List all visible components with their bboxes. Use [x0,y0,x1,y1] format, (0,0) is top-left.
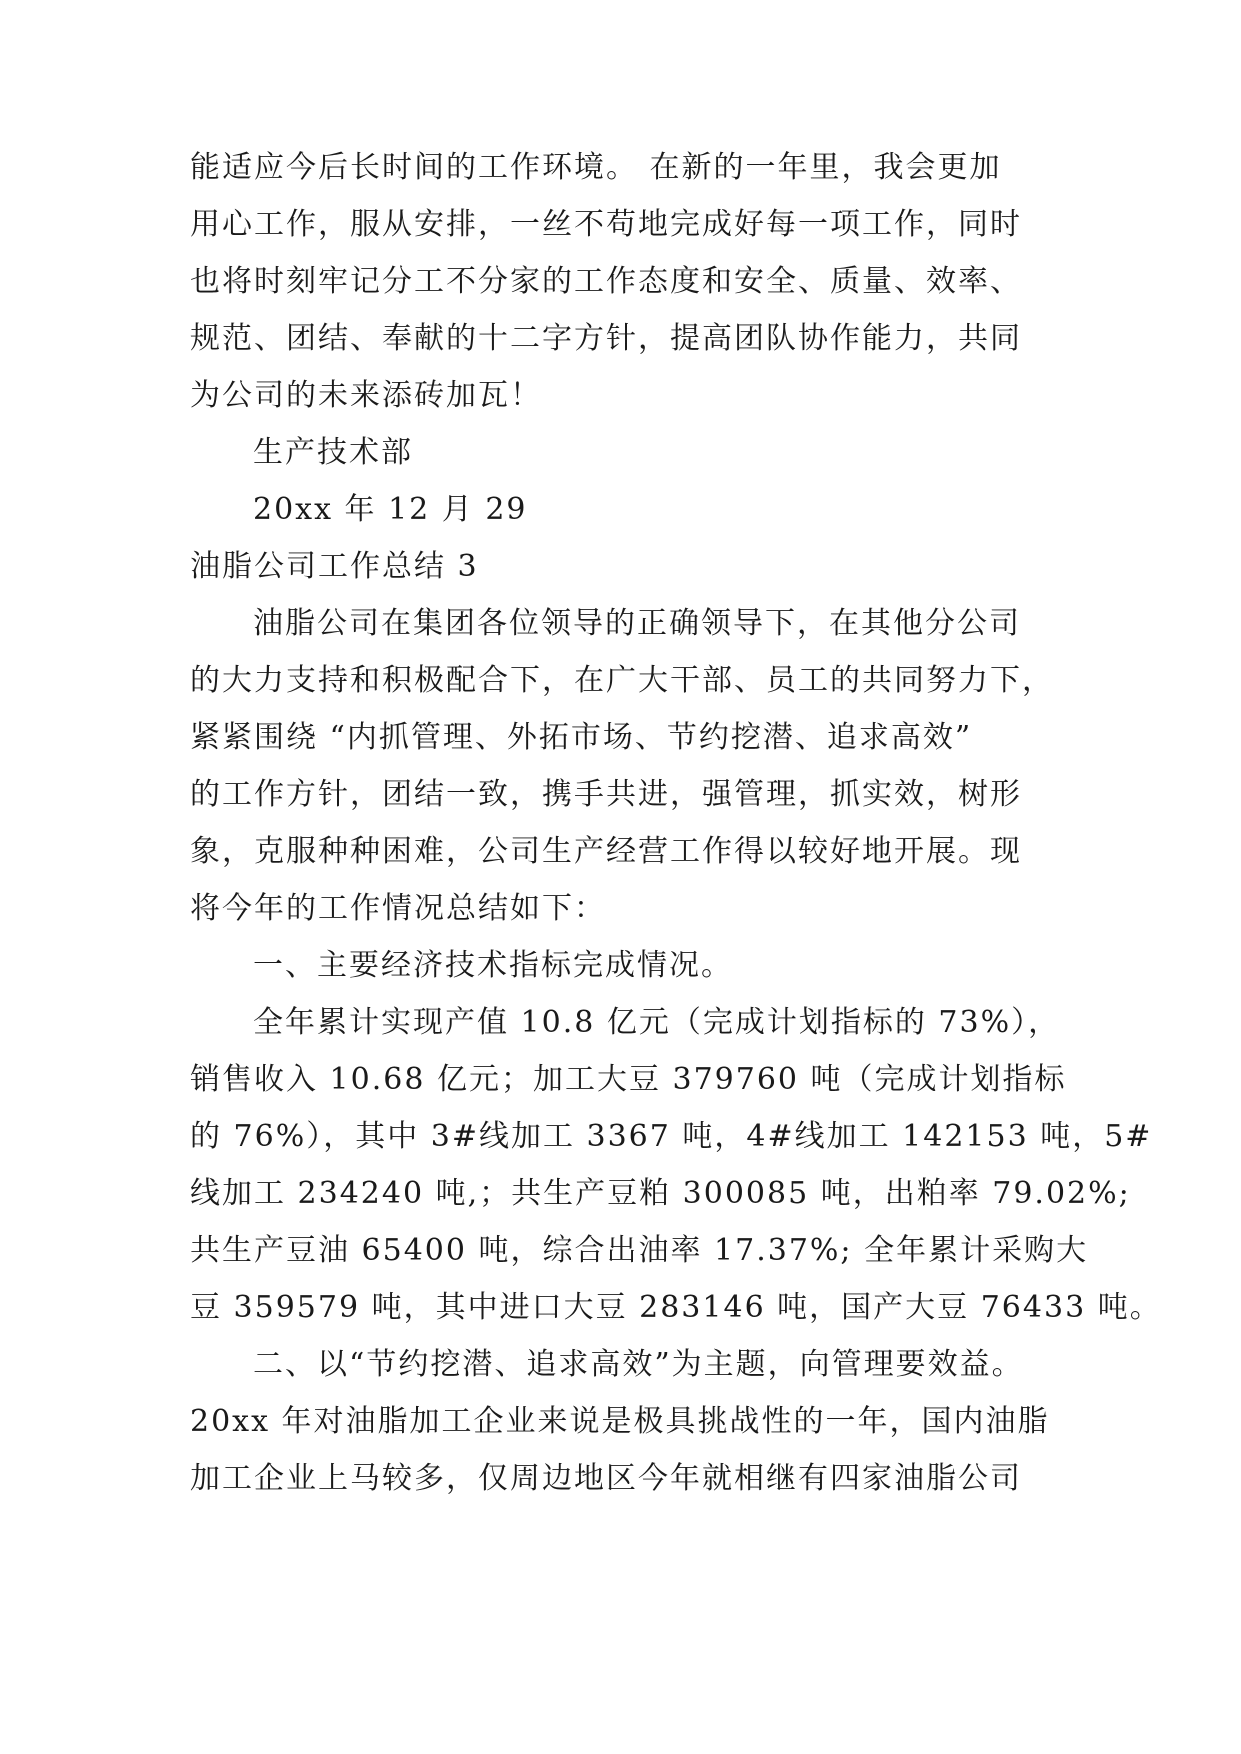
text-line: 也将时刻牢记分工不分家的工作态度和安全、质量、效率、 [190,264,1022,299]
text-line: 规范、团结、奉献的十二字方针，提高团队协作能力，共同 [190,321,1022,356]
text-line: 销售收入 10.68 亿元；加工大豆 379760 吨（完成计划指标 [190,1062,1067,1097]
text-line: 线加工 234240 吨,；共生产豆粕 300085 吨，出粕率 79.02%; [190,1176,1131,1211]
text-line: 能适应今后长时间的工作环境。 在新的一年里，我会更加 [190,150,1002,185]
date-line: 20xx 年 12 月 29 [253,492,528,527]
subsection-heading: 一、主要经济技术指标完成情况。 [253,948,733,983]
text-line: 豆 359579 吨，其中进口大豆 283146 吨，国产大豆 76433 吨。 [190,1290,1162,1325]
text-line: 的大力支持和积极配合下，在广大干部、员工的共同努力下， [190,663,1054,698]
text-line: 象，克服种种困难，公司生产经营工作得以较好地开展。现 [190,834,1022,869]
text-line: 用心工作，服从安排，一丝不苟地完成好每一项工作，同时 [190,207,1022,242]
text-line: 共生产豆油 65400 吨，综合出油率 17.37%; 全年累计采购大 [190,1233,1089,1268]
text-line: 油脂公司在集团各位领导的正确领导下，在其他分公司 [253,606,1021,641]
section-heading: 油脂公司工作总结 3 [190,549,479,584]
text-line: 的工作方针，团结一致，携手共进，强管理，抓实效，树形 [190,777,1022,812]
text-line: 的 76%），其中 3#线加工 3367 吨，4#线加工 142153 吨，5# [190,1119,1153,1154]
text-line: 紧紧围绕 “内抓管理、外拓市场、节约挖潜、追求高效” [190,720,973,755]
subsection-heading: 二、以“节约挖潜、追求高效”为主题，向管理要效益。 [253,1347,1024,1382]
text-line: 全年累计实现产值 10.8 亿元（完成计划指标的 73%）， [253,1005,1061,1040]
department-signature: 生产技术部 [253,435,413,470]
text-line: 为公司的未来添砖加瓦！ [190,378,542,413]
text-line: 加工企业上马较多，仅周边地区今年就相继有四家油脂公司 [190,1461,1022,1496]
text-line: 将今年的工作情况总结如下： [190,891,606,926]
text-line: 20xx 年对油脂加工企业来说是极具挑战性的一年，国内油脂 [190,1404,1050,1439]
